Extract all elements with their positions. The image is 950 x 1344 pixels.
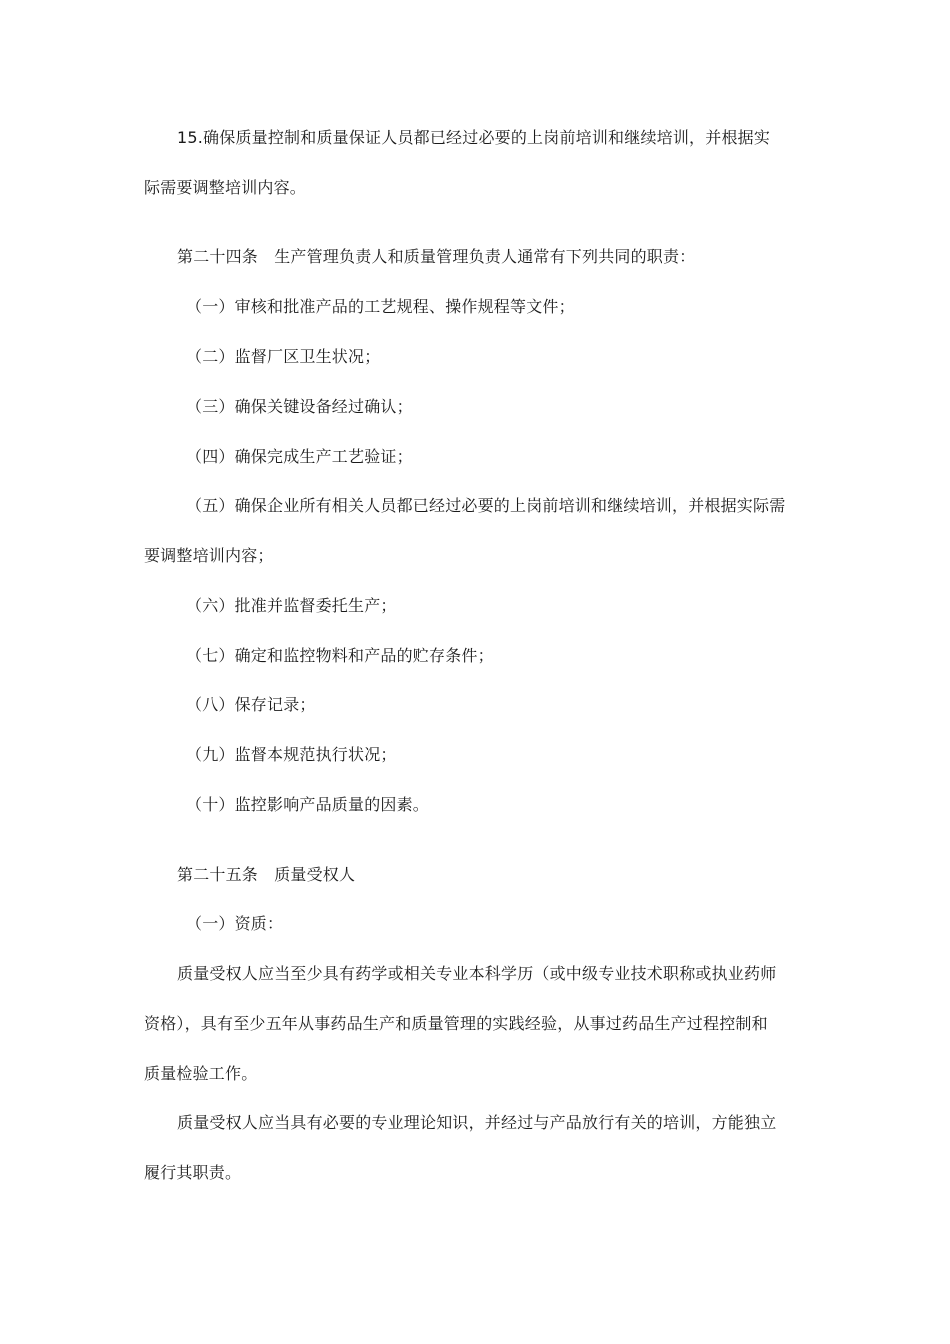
article-25-para-1-line-1: 质量受权人应当至少具有药学或相关专业本科学历（或中级专业技术职称或执业药师 [177, 964, 777, 983]
article-24-item-1: （一）审核和批准产品的工艺规程、操作规程等文件； [186, 297, 575, 316]
article-24-item-3: （三）确保关键设备经过确认； [186, 397, 413, 416]
article-24-item-9: （九）监督本规范执行状况； [186, 745, 397, 764]
article-25-para-1-line-3: 质量检验工作。 [144, 1064, 258, 1083]
article-25-para-2-line-2: 履行其职责。 [144, 1163, 242, 1182]
article-24-item-7: （七）确定和监控物料和产品的贮存条件； [186, 646, 494, 665]
article-25-para-1-line-2: 资格），具有至少五年从事药品生产和质量管理的实践经验，从事过药品生产过程控制和 [144, 1014, 768, 1033]
article-24-item-4: （四）确保完成生产工艺验证； [186, 447, 413, 466]
item-15-line-2: 际需要调整培训内容。 [144, 178, 307, 197]
article-24-item-6: （六）批准并监督委托生产； [186, 596, 397, 615]
item-15-line-1: 15.确保质量控制和质量保证人员都已经过必要的上岗前培训和继续培训，并根据实 [177, 128, 771, 147]
article-24-item-2: （二）监督厂区卫生状况； [186, 347, 381, 366]
article-24-item-5-line-1: （五）确保企业所有相关人员都已经过必要的上岗前培训和继续培训，并根据实际需 [186, 496, 786, 515]
article-25-para-2-line-1: 质量受权人应当具有必要的专业理论知识，并经过与产品放行有关的培训，方能独立 [177, 1113, 777, 1132]
article-24-item-5-line-2: 要调整培训内容； [144, 546, 274, 565]
article-24-heading: 第二十四条 生产管理负责人和质量管理负责人通常有下列共同的职责： [177, 247, 696, 266]
article-24-item-10: （十）监控影响产品质量的因素。 [186, 795, 430, 814]
article-24-item-8: （八）保存记录； [186, 695, 316, 714]
article-25-sub-1: （一）资质： [186, 914, 284, 933]
article-25-heading: 第二十五条 质量受权人 [177, 865, 356, 884]
